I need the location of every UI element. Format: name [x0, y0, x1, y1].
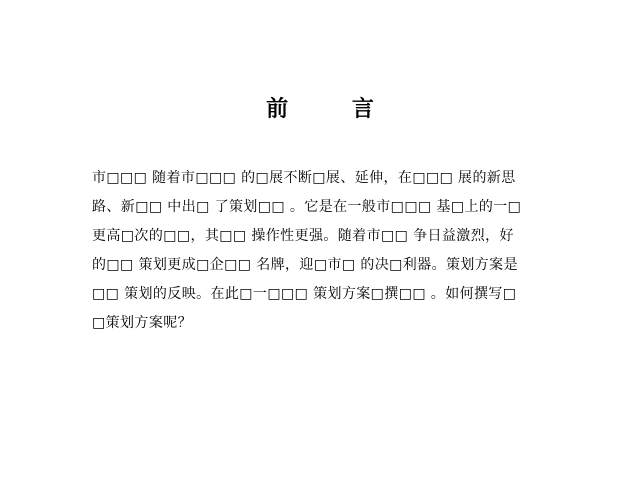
page-title: 前 言	[266, 97, 402, 122]
paragraph-line: 市□□□ 随着市□□□ 的□展不断□展、延伸，在□□□ 展的新思	[92, 170, 516, 186]
paragraph-line: □策划方案呢？	[92, 315, 193, 331]
body-paragraph	[92, 164, 562, 338]
paragraph-line: 更高□次的□□，其□□ 操作性更强。随着市□□ 争日益激烈，好	[92, 228, 514, 244]
paragraph-line: □□ 策划的反映。在此□一□□□ 策划方案□撰□□ 。如何撰写□	[92, 286, 517, 302]
paragraph-line: 路、新□□ 中出□ 了策划□□ 。它是在一般市□□□ 基□上的一□	[92, 199, 522, 215]
paragraph-line: 的□□ 策划更成□企□□ 名牌，迎□市□ 的决□利器。策划方案是	[92, 257, 518, 273]
